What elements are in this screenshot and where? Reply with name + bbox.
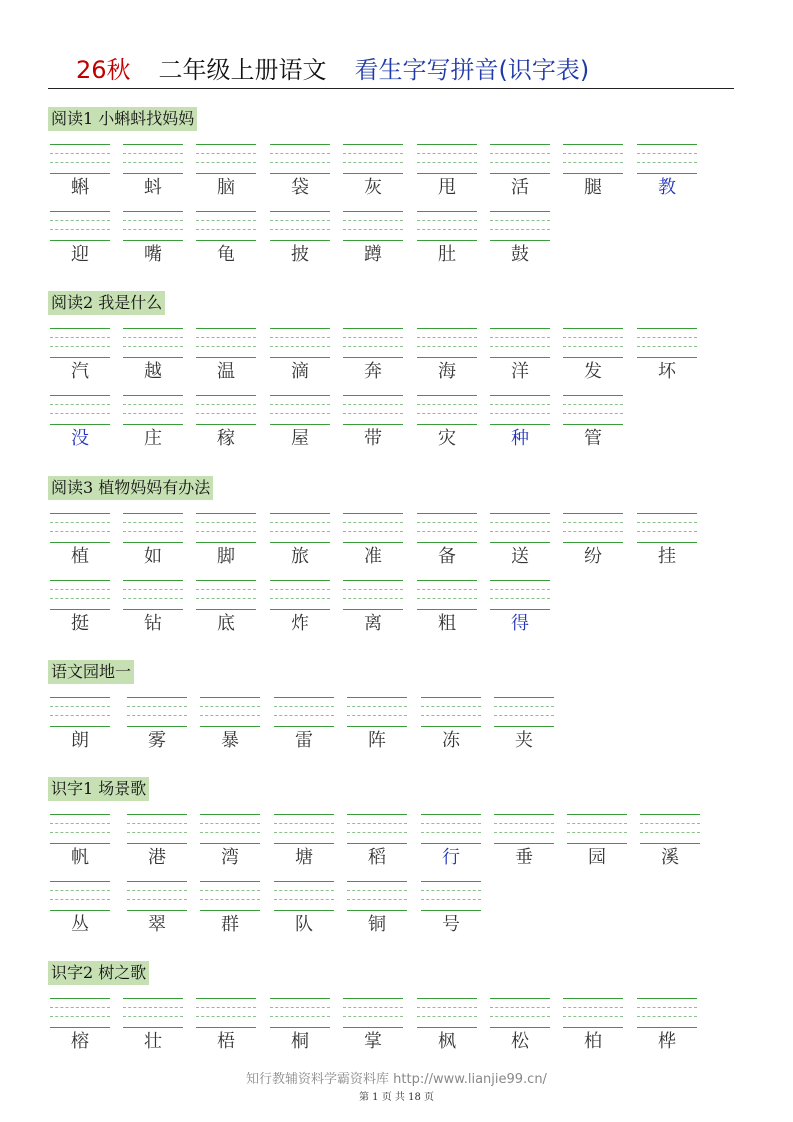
character-cell xyxy=(417,580,477,638)
hanzi-character: 挺 xyxy=(71,613,89,634)
hanzi-character: 蝌 xyxy=(71,177,89,198)
hanzi-character: 庄 xyxy=(144,428,162,449)
pinyin-writing-lines[interactable] xyxy=(421,881,481,911)
pinyin-writing-lines[interactable] xyxy=(343,395,403,425)
pinyin-writing-lines[interactable] xyxy=(417,144,477,174)
pinyin-writing-lines[interactable] xyxy=(490,395,550,425)
hanzi-character: 柏 xyxy=(584,1031,602,1052)
pinyin-writing-lines[interactable] xyxy=(417,328,477,358)
character-cell xyxy=(637,513,697,571)
hanzi-character: 铜 xyxy=(368,914,386,935)
hanzi-character: 帆 xyxy=(71,847,89,868)
hanzi-character: 底 xyxy=(217,613,235,634)
pinyin-writing-lines[interactable] xyxy=(637,998,697,1028)
hanzi-character: 发 xyxy=(584,361,602,382)
character-cell xyxy=(343,211,403,269)
pinyin-writing-lines[interactable] xyxy=(637,513,697,543)
character-cell xyxy=(270,580,330,638)
character-cell xyxy=(563,395,623,453)
hanzi-character: 龟 xyxy=(217,244,235,265)
pinyin-writing-lines[interactable] xyxy=(127,814,187,844)
pinyin-writing-lines[interactable] xyxy=(274,814,334,844)
pinyin-writing-lines[interactable] xyxy=(50,395,110,425)
pinyin-writing-lines[interactable] xyxy=(417,513,477,543)
pinyin-writing-lines[interactable] xyxy=(50,580,110,610)
hanzi-character: 雷 xyxy=(295,730,313,751)
character-cell xyxy=(270,328,330,386)
hanzi-character: 腿 xyxy=(584,177,602,198)
hanzi-character: 朗 xyxy=(71,730,89,751)
pinyin-writing-lines[interactable] xyxy=(490,513,550,543)
hanzi-character: 行 xyxy=(442,847,460,868)
footer-source: 知行教辅资料学霸资料库 http://www.lianjie99.cn/ xyxy=(246,1072,547,1087)
character-cell xyxy=(494,697,554,755)
pinyin-writing-lines[interactable] xyxy=(347,881,407,911)
title-tag: 26秋 xyxy=(76,56,131,84)
character-cell xyxy=(50,881,110,939)
character-cell xyxy=(343,513,403,571)
hanzi-character: 嘴 xyxy=(144,244,162,265)
pinyin-writing-lines[interactable] xyxy=(50,328,110,358)
pinyin-writing-lines[interactable] xyxy=(637,144,697,174)
character-cell xyxy=(343,144,403,202)
character-cell xyxy=(343,328,403,386)
character-cell xyxy=(637,998,697,1056)
character-cell xyxy=(196,998,256,1056)
character-cell xyxy=(417,513,477,571)
title-topic: 看生字写拼音(识字表) xyxy=(354,56,590,84)
character-cell xyxy=(417,211,477,269)
pinyin-writing-lines[interactable] xyxy=(417,580,477,610)
hanzi-character: 如 xyxy=(144,546,162,567)
pinyin-writing-lines[interactable] xyxy=(421,814,481,844)
character-cell xyxy=(567,814,627,872)
pinyin-writing-lines[interactable] xyxy=(127,697,187,727)
hanzi-character: 灾 xyxy=(438,428,456,449)
hanzi-character: 梧 xyxy=(217,1031,235,1052)
pinyin-writing-lines[interactable] xyxy=(490,328,550,358)
pinyin-writing-lines[interactable] xyxy=(196,513,256,543)
hanzi-character: 桐 xyxy=(291,1031,309,1052)
pinyin-writing-lines[interactable] xyxy=(196,998,256,1028)
pinyin-writing-lines[interactable] xyxy=(490,998,550,1028)
pinyin-writing-lines[interactable] xyxy=(200,881,260,911)
hanzi-character: 港 xyxy=(148,847,166,868)
hanzi-character: 壮 xyxy=(144,1031,162,1052)
hanzi-character: 准 xyxy=(364,546,382,567)
character-cell xyxy=(270,395,330,453)
pinyin-writing-lines[interactable] xyxy=(270,513,330,543)
pinyin-writing-lines[interactable] xyxy=(196,395,256,425)
character-cell xyxy=(123,211,183,269)
hanzi-character: 垂 xyxy=(515,847,533,868)
hanzi-character: 号 xyxy=(442,914,460,935)
pinyin-writing-lines[interactable] xyxy=(347,814,407,844)
character-cell xyxy=(421,697,481,755)
hanzi-character: 粗 xyxy=(438,613,456,634)
page-title xyxy=(48,52,734,89)
character-cell xyxy=(274,814,334,872)
hanzi-character: 蚪 xyxy=(144,177,162,198)
pinyin-writing-lines[interactable] xyxy=(274,881,334,911)
character-cell xyxy=(50,697,110,755)
pinyin-writing-lines[interactable] xyxy=(421,697,481,727)
hanzi-character: 园 xyxy=(588,847,606,868)
hanzi-character: 钻 xyxy=(144,613,162,634)
pinyin-writing-lines[interactable] xyxy=(123,580,183,610)
character-cell xyxy=(270,144,330,202)
pinyin-writing-lines[interactable] xyxy=(123,328,183,358)
pinyin-writing-lines[interactable] xyxy=(270,328,330,358)
hanzi-character: 种 xyxy=(511,428,529,449)
hanzi-character: 湾 xyxy=(221,847,239,868)
pinyin-writing-lines[interactable] xyxy=(637,328,697,358)
pinyin-writing-lines[interactable] xyxy=(640,814,700,844)
character-cell xyxy=(127,814,187,872)
hanzi-character: 桦 xyxy=(658,1031,676,1052)
character-cell xyxy=(490,580,550,638)
hanzi-character: 翠 xyxy=(148,914,166,935)
hanzi-character: 温 xyxy=(217,361,235,382)
pinyin-writing-lines[interactable] xyxy=(50,144,110,174)
hanzi-character: 雾 xyxy=(148,730,166,751)
hanzi-character: 洋 xyxy=(511,361,529,382)
character-cell xyxy=(200,881,260,939)
character-cell xyxy=(421,814,481,872)
pinyin-writing-lines[interactable] xyxy=(196,211,256,241)
pinyin-writing-lines[interactable] xyxy=(270,211,330,241)
section-label: 阅读1 小蝌蚪找妈妈 xyxy=(48,107,197,131)
pinyin-writing-lines[interactable] xyxy=(274,697,334,727)
character-cell xyxy=(196,513,256,571)
pinyin-writing-lines[interactable] xyxy=(563,513,623,543)
pinyin-writing-lines[interactable] xyxy=(123,144,183,174)
pinyin-writing-lines[interactable] xyxy=(347,697,407,727)
hanzi-character: 带 xyxy=(364,428,382,449)
pinyin-writing-lines[interactable] xyxy=(563,395,623,425)
character-cell xyxy=(490,211,550,269)
hanzi-character: 披 xyxy=(291,244,309,265)
pinyin-writing-lines[interactable] xyxy=(196,144,256,174)
hanzi-character: 稻 xyxy=(368,847,386,868)
hanzi-character: 丛 xyxy=(71,914,89,935)
character-cell xyxy=(270,513,330,571)
pinyin-writing-lines[interactable] xyxy=(196,580,256,610)
hanzi-character: 送 xyxy=(511,546,529,567)
pinyin-writing-lines[interactable] xyxy=(343,328,403,358)
hanzi-character: 纷 xyxy=(584,546,602,567)
hanzi-character: 离 xyxy=(364,613,382,634)
hanzi-character: 管 xyxy=(584,428,602,449)
pinyin-writing-lines[interactable] xyxy=(200,814,260,844)
character-cell xyxy=(123,328,183,386)
hanzi-character: 溪 xyxy=(661,847,679,868)
character-cell xyxy=(640,814,700,872)
pinyin-writing-lines[interactable] xyxy=(50,881,110,911)
pinyin-writing-lines[interactable] xyxy=(490,211,550,241)
hanzi-character: 鼓 xyxy=(511,244,529,265)
pinyin-writing-lines[interactable] xyxy=(494,814,554,844)
character-cell xyxy=(490,513,550,571)
character-cell xyxy=(417,144,477,202)
character-cell xyxy=(274,881,334,939)
character-cell xyxy=(347,697,407,755)
pinyin-writing-lines[interactable] xyxy=(494,697,554,727)
pinyin-writing-lines[interactable] xyxy=(343,144,403,174)
hanzi-character: 奔 xyxy=(364,361,382,382)
character-cell xyxy=(127,697,187,755)
hanzi-character: 滴 xyxy=(291,361,309,382)
hanzi-character: 脚 xyxy=(217,546,235,567)
pinyin-writing-lines[interactable] xyxy=(417,998,477,1028)
hanzi-character: 队 xyxy=(295,914,313,935)
hanzi-character: 稼 xyxy=(217,428,235,449)
hanzi-character: 冻 xyxy=(442,730,460,751)
hanzi-character: 教 xyxy=(658,177,676,198)
character-cell xyxy=(50,814,110,872)
pinyin-writing-lines[interactable] xyxy=(270,998,330,1028)
hanzi-character: 旅 xyxy=(291,546,309,567)
hanzi-character: 海 xyxy=(438,361,456,382)
character-cell xyxy=(421,881,481,939)
pinyin-writing-lines[interactable] xyxy=(270,144,330,174)
hanzi-character: 群 xyxy=(221,914,239,935)
character-cell xyxy=(637,144,697,202)
character-cell xyxy=(494,814,554,872)
section-label: 识字1 场景歌 xyxy=(48,777,149,801)
pinyin-writing-lines[interactable] xyxy=(123,395,183,425)
pinyin-writing-lines[interactable] xyxy=(343,998,403,1028)
character-cell xyxy=(123,144,183,202)
character-cell xyxy=(274,697,334,755)
hanzi-character: 没 xyxy=(71,428,89,449)
pinyin-writing-lines[interactable] xyxy=(50,513,110,543)
title-subject: 二年级上册语文 xyxy=(158,56,327,84)
hanzi-character: 掌 xyxy=(364,1031,382,1052)
pinyin-writing-lines[interactable] xyxy=(50,814,110,844)
pinyin-writing-lines[interactable] xyxy=(270,395,330,425)
character-cell xyxy=(200,697,260,755)
section-label: 阅读2 我是什么 xyxy=(48,291,165,315)
pinyin-writing-lines[interactable] xyxy=(490,144,550,174)
character-cell xyxy=(563,998,623,1056)
hanzi-character: 甩 xyxy=(438,177,456,198)
hanzi-character: 汽 xyxy=(71,361,89,382)
character-cell xyxy=(417,395,477,453)
pinyin-writing-lines[interactable] xyxy=(343,580,403,610)
hanzi-character: 枫 xyxy=(438,1031,456,1052)
pinyin-writing-lines[interactable] xyxy=(50,998,110,1028)
pinyin-writing-lines[interactable] xyxy=(567,814,627,844)
character-cell xyxy=(563,513,623,571)
hanzi-character: 塘 xyxy=(295,847,313,868)
hanzi-character: 挂 xyxy=(658,546,676,567)
hanzi-character: 松 xyxy=(511,1031,529,1052)
hanzi-character: 阵 xyxy=(368,730,386,751)
character-cell xyxy=(417,328,477,386)
character-cell xyxy=(196,580,256,638)
character-cell xyxy=(490,998,550,1056)
character-cell xyxy=(490,144,550,202)
pinyin-writing-lines[interactable] xyxy=(270,580,330,610)
character-cell xyxy=(490,328,550,386)
character-cell xyxy=(50,998,110,1056)
character-cell xyxy=(123,580,183,638)
character-cell xyxy=(343,395,403,453)
pinyin-writing-lines[interactable] xyxy=(196,328,256,358)
pinyin-writing-lines[interactable] xyxy=(343,211,403,241)
section-label: 语文园地一 xyxy=(48,660,134,684)
character-cell xyxy=(196,211,256,269)
character-cell xyxy=(417,998,477,1056)
character-cell xyxy=(123,513,183,571)
hanzi-character: 备 xyxy=(438,546,456,567)
character-cell xyxy=(50,144,110,202)
character-cell xyxy=(127,881,187,939)
pinyin-writing-lines[interactable] xyxy=(123,211,183,241)
hanzi-character: 炸 xyxy=(291,613,309,634)
hanzi-character: 夹 xyxy=(515,730,533,751)
character-cell xyxy=(50,513,110,571)
hanzi-character: 坏 xyxy=(658,361,676,382)
pinyin-writing-lines[interactable] xyxy=(200,697,260,727)
hanzi-character: 植 xyxy=(71,546,89,567)
character-cell xyxy=(123,395,183,453)
pinyin-writing-lines[interactable] xyxy=(343,513,403,543)
footer-page-info: 第 1 页 共 18 页 xyxy=(359,1092,434,1103)
character-cell xyxy=(196,144,256,202)
hanzi-character: 暴 xyxy=(221,730,239,751)
character-cell xyxy=(343,998,403,1056)
hanzi-character: 肚 xyxy=(438,244,456,265)
pinyin-writing-lines[interactable] xyxy=(563,144,623,174)
character-cell xyxy=(563,328,623,386)
character-cell xyxy=(563,144,623,202)
character-cell xyxy=(270,998,330,1056)
pinyin-writing-lines[interactable] xyxy=(127,881,187,911)
character-cell xyxy=(196,328,256,386)
character-cell xyxy=(490,395,550,453)
pinyin-writing-lines[interactable] xyxy=(417,395,477,425)
hanzi-character: 袋 xyxy=(291,177,309,198)
hanzi-character: 屋 xyxy=(291,428,309,449)
character-cell xyxy=(270,211,330,269)
pinyin-writing-lines[interactable] xyxy=(50,697,110,727)
hanzi-character: 蹲 xyxy=(364,244,382,265)
hanzi-character: 越 xyxy=(144,361,162,382)
hanzi-character: 灰 xyxy=(364,177,382,198)
hanzi-character: 活 xyxy=(511,177,529,198)
character-cell xyxy=(196,395,256,453)
character-cell xyxy=(347,881,407,939)
character-cell xyxy=(50,211,110,269)
pinyin-writing-lines[interactable] xyxy=(123,513,183,543)
hanzi-character: 脑 xyxy=(217,177,235,198)
pinyin-writing-lines[interactable] xyxy=(417,211,477,241)
pinyin-writing-lines[interactable] xyxy=(490,580,550,610)
character-cell xyxy=(347,814,407,872)
character-cell xyxy=(50,328,110,386)
hanzi-character: 得 xyxy=(511,613,529,634)
character-cell xyxy=(343,580,403,638)
character-cell xyxy=(50,395,110,453)
character-cell xyxy=(637,328,697,386)
pinyin-writing-lines[interactable] xyxy=(123,998,183,1028)
pinyin-writing-lines[interactable] xyxy=(50,211,110,241)
character-cell xyxy=(200,814,260,872)
character-cell xyxy=(123,998,183,1056)
section-label: 识字2 树之歌 xyxy=(48,961,149,985)
hanzi-character: 迎 xyxy=(71,244,89,265)
hanzi-character: 榕 xyxy=(71,1031,89,1052)
section-label: 阅读3 植物妈妈有办法 xyxy=(48,476,213,500)
character-cell xyxy=(50,580,110,638)
pinyin-writing-lines[interactable] xyxy=(563,998,623,1028)
pinyin-writing-lines[interactable] xyxy=(563,328,623,358)
